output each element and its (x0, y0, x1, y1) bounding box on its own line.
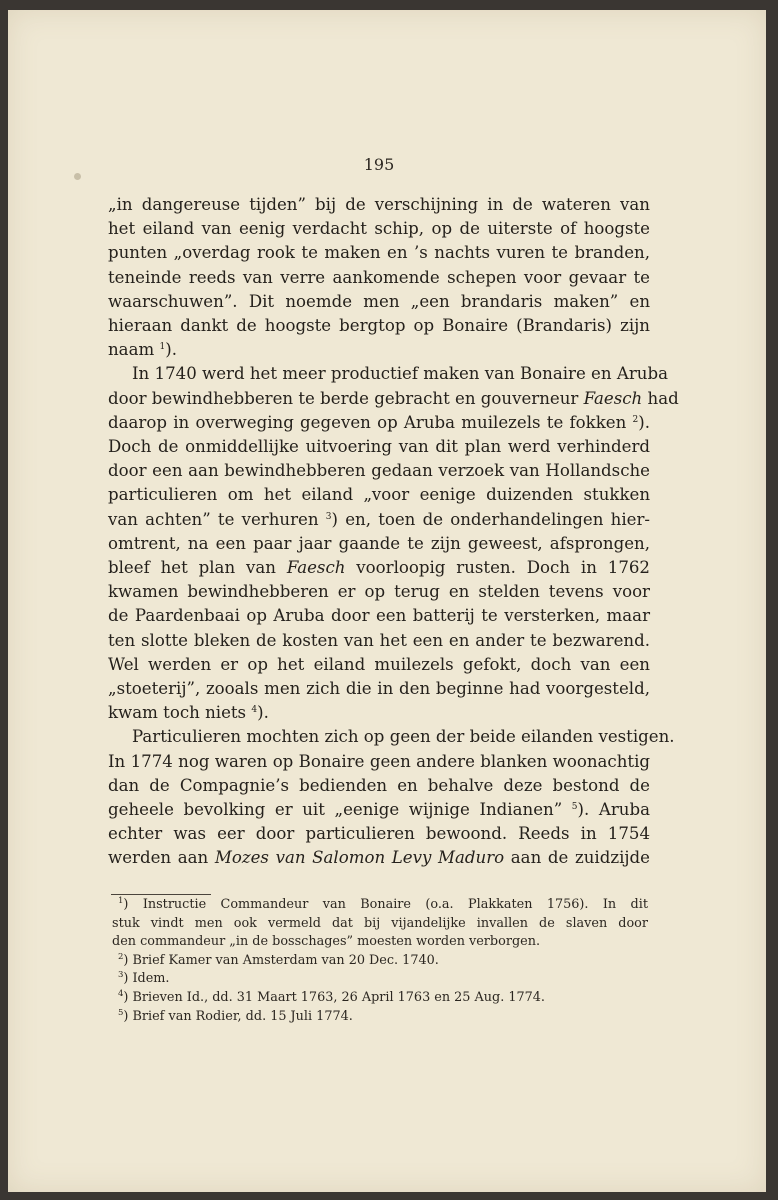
paper-mark (74, 173, 81, 180)
footnote-divider (111, 894, 211, 895)
body-line: werden aan Mozes van Salomon Levy Maduro aan de zuidzijde (108, 848, 650, 868)
body-line: door bewindhebberen te berde gebracht en gouverneur Faesch had (108, 388, 679, 408)
body-line: bleef het plan van Faesch voorloopig rusten. Doch in 1762 (108, 558, 650, 578)
body-text (108, 193, 679, 871)
body-line: waarschuwen”. Dit noemde men „een brandaris maken” en (108, 291, 650, 311)
footnotes (112, 896, 648, 1026)
footnote-ref: 5 (571, 802, 578, 813)
body-line: het eiland van eenig verdacht schip, op de uiterste of hoogste (108, 219, 650, 239)
footnote-ref: 1 (159, 342, 166, 353)
footnote-ref: 2 (632, 414, 639, 425)
body-line: teneinde reeds van verre aankomende schepen voor gevaar te (108, 267, 650, 287)
footnote-line: $^4$) Brieven Id., dd. 31 Maart 1763, 26 April 1763 en 25 Aug. 1774. (118, 988, 545, 1005)
body-line: geheele bevolking er uit „eenige wijnige Indianen” $^5$). Aruba (108, 800, 650, 820)
footnote-number: 4 (118, 988, 124, 999)
footnote-ref: 3 (325, 511, 332, 522)
footnote-ref: 4 (251, 705, 258, 716)
footnote-number: 3 (118, 970, 124, 981)
body-line: „stoeterij”, zooals men zich die in den beginne had voorgesteld, (108, 679, 650, 699)
body-line: de Paardenbaai op Aruba door een batterij te versterken, maar (108, 606, 650, 626)
footnote-line: den commandeur „in de bosschages” moesten worden verborgen. (112, 934, 541, 950)
body-line: In 1774 nog waren op Bonaire geen andere blanken woonachtig (108, 751, 650, 771)
body-line: door een aan bewindhebberen gedaan verzoek van Hollandsche (108, 461, 650, 481)
footnote-line: $^1$) Instructie Commandeur van Bonaire (o.a. Plakkaten 1756). In dit (118, 896, 648, 912)
book-page (8, 10, 766, 1192)
body-line: Wel werden er op het eiland muilezels gefokt, doch van een (108, 654, 650, 674)
footnote-line: $^2$) Brief Kamer van Amsterdam van 20 Dec. 1740. (118, 951, 439, 968)
name-faesch: Faesch (583, 388, 643, 408)
body-line: punten „overdag rook te maken en ’s nachts vuren te branden, (108, 243, 650, 263)
body-line: Particulieren mochten zich op geen der beide eilanden vestigen. (132, 727, 675, 747)
body-line: omtrent, na een paar jaar gaande te zijn geweest, afsprongen, (108, 533, 650, 553)
name-maduro: Mozes van Salomon Levy Maduro (214, 848, 505, 868)
page-number: 195 (363, 155, 395, 174)
body-line: particulieren om het eiland „voor eenige duizenden stukken (108, 485, 650, 505)
body-line: hieraan dankt de hoogste bergtop op Bonaire (Brandaris) zijn (108, 316, 650, 336)
footnote-number: 2 (118, 951, 124, 962)
body-line: ten slotte bleken de kosten van het een en ander te bezwarend. (108, 630, 650, 650)
body-line: kwam toch niets $^4$). (108, 703, 269, 723)
footnote-line: $^5$) Brief van Rodier, dd. 15 Juli 1774. (118, 1007, 353, 1024)
body-line: daarop in overweging gegeven op Aruba muilezels te fokken $^2$). (108, 412, 650, 432)
footnote-line: $^3$) Idem. (118, 970, 170, 987)
body-line: naam $^1$). (108, 340, 177, 360)
body-line: van achten” te verhuren $^3$) en, toen de onderhandelingen hier- (108, 509, 650, 529)
body-line: dan de Compagnie’s bedienden en behalve deze bestond de (108, 775, 650, 795)
footnote-number: 1 (118, 896, 124, 906)
footnote-number: 5 (118, 1007, 124, 1018)
body-line: In 1740 werd het meer productief maken van Bonaire en Aruba (132, 364, 668, 384)
body-line: kwamen bewindhebberen er op terug en stelden tevens voor (108, 582, 650, 602)
body-line: „in dangereuse tijden” bij de verschijning in de wateren van (108, 195, 650, 214)
name-faesch: Faesch (286, 558, 346, 578)
body-line: echter was eer door particulieren bewoond. Reeds in 1754 (108, 824, 650, 844)
body-line: Doch de onmiddellijke uitvoering van dit plan werd verhinderd (108, 437, 650, 457)
footnote-line: stuk vindt men ook vermeld dat bij vijandelijke invallen de slaven door (112, 915, 648, 931)
